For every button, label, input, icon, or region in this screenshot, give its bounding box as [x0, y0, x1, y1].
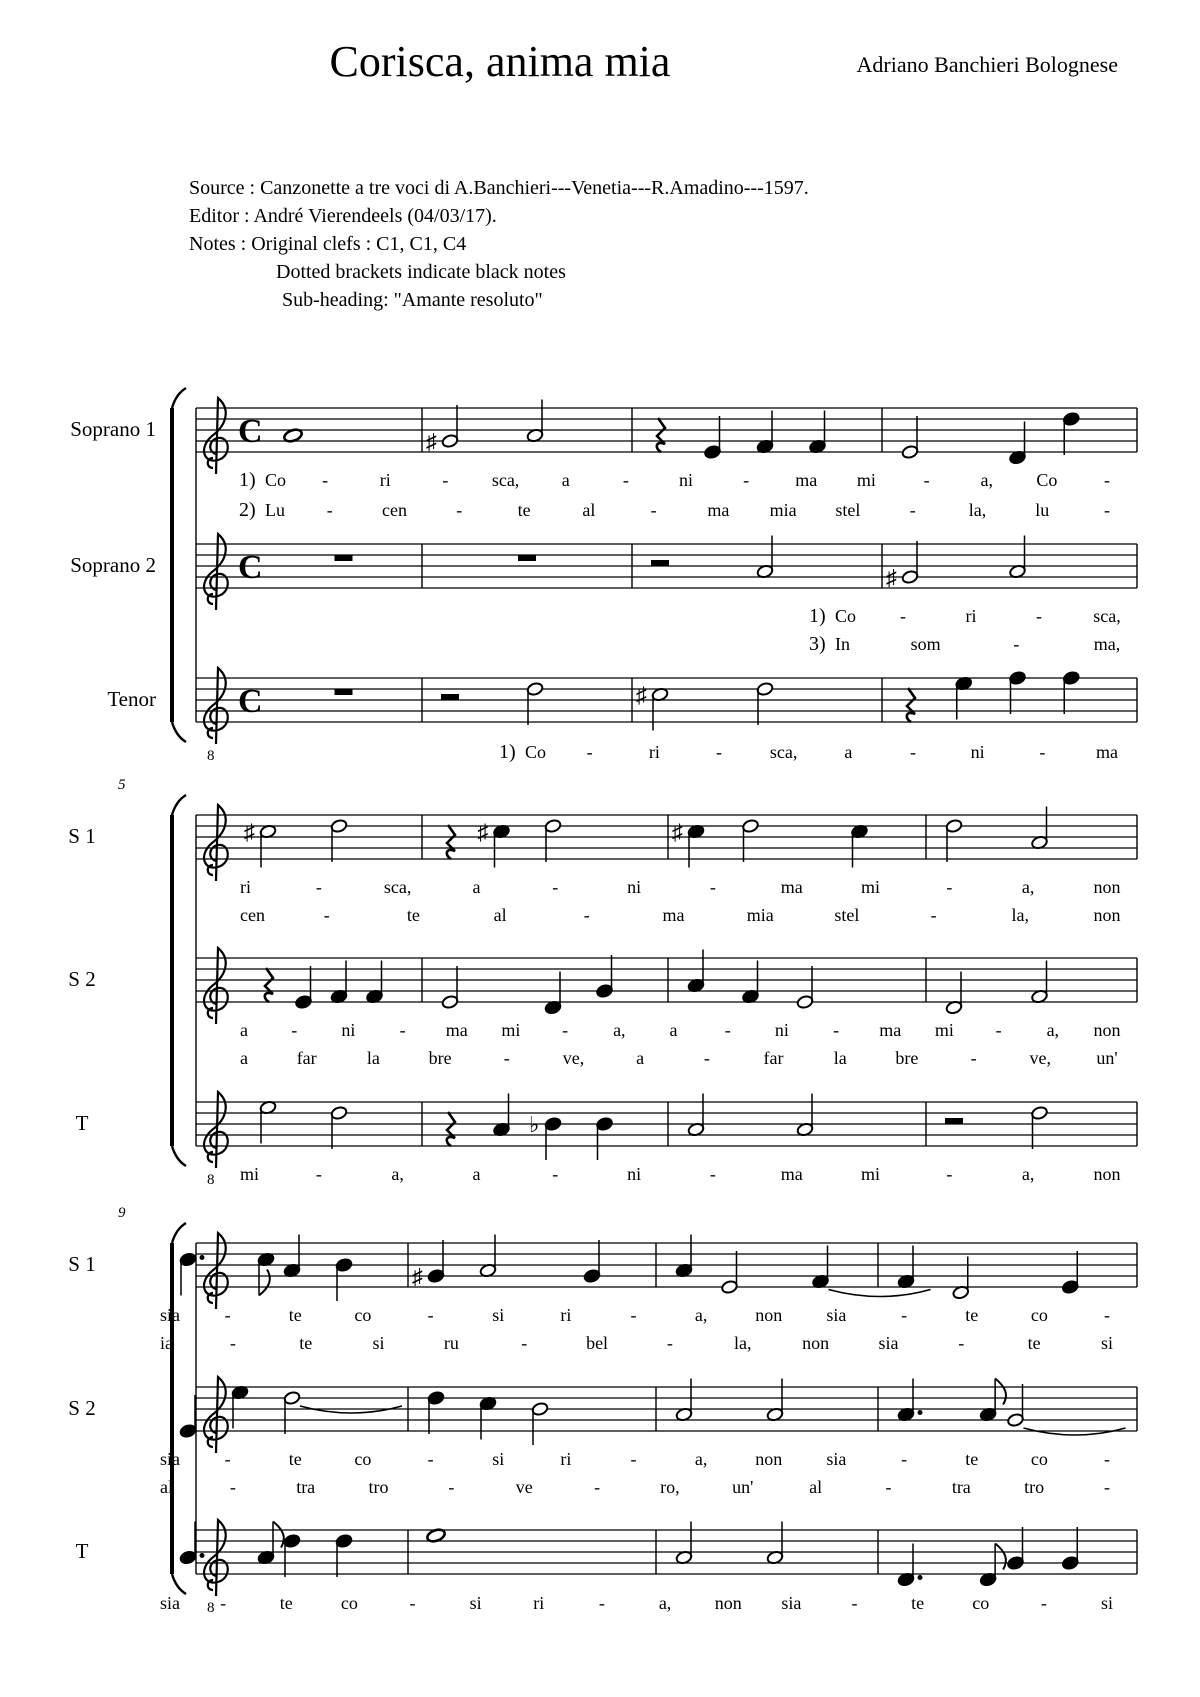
note-head: [179, 1252, 197, 1267]
subheading-line: Sub-heading: "Amante resoluto": [282, 289, 543, 311]
lyric-syllable: -: [503, 1048, 510, 1068]
lyric-syllable: -: [594, 1477, 601, 1497]
notes-line: Notes : Original clefs : C1, C1, C4: [189, 233, 467, 255]
note-head: [901, 570, 919, 585]
lyric-syllable: mi: [934, 1020, 954, 1040]
lyric-syllable: non: [1093, 877, 1121, 897]
lyric-syllable: -: [909, 500, 916, 520]
lyric-syllable: sia: [826, 1449, 847, 1469]
lyric-syllable: -: [970, 1048, 977, 1068]
lyric-syllable: te: [406, 905, 420, 925]
lyric-syllable: -: [583, 905, 590, 925]
lyric-syllable: -: [1013, 634, 1020, 654]
lyric-syllable: te: [517, 500, 531, 520]
lyric-syllable: a,: [980, 470, 993, 490]
lyric-syllable: -: [456, 500, 463, 520]
lyric-syllable: -: [666, 1333, 673, 1353]
lyric-syllable: co: [340, 1593, 358, 1613]
lyric-syllable: -: [552, 877, 559, 897]
staff: [68, 1377, 1137, 1497]
note-head: [283, 1391, 301, 1406]
note-head: [544, 819, 562, 834]
lyric-syllable: ri: [560, 1449, 572, 1469]
note-head: [544, 1117, 562, 1132]
octave-eight: 8: [207, 748, 215, 764]
lyric-syllable: ma: [445, 1020, 468, 1040]
flat-sign: ♭: [529, 1112, 540, 1137]
lyric-syllable: a: [844, 742, 853, 762]
lyric-syllable: ri: [560, 1305, 572, 1325]
lyric-syllable: a,: [1021, 1164, 1035, 1184]
note-head: [335, 1534, 353, 1549]
lyric-syllable: -: [743, 470, 750, 490]
lyric-syllable: far: [763, 1048, 784, 1068]
treble-clef-icon: [204, 1233, 228, 1309]
lyric-syllable: mi: [856, 470, 876, 490]
staff: [70, 398, 1137, 521]
lyric-syllable: -: [833, 1020, 840, 1040]
octave-eight: 8: [207, 1172, 215, 1188]
sharp-sign: ♯: [244, 819, 255, 845]
lyric-syllable: -: [630, 1305, 637, 1325]
note-head: [1061, 1280, 1079, 1295]
quarter-rest: [447, 1112, 455, 1146]
lyric-syllable: lu: [1035, 500, 1050, 520]
staff: [76, 1092, 1137, 1188]
lyric-syllable: ni: [678, 470, 694, 490]
verse-number: 3): [809, 633, 826, 655]
note-head: [704, 445, 722, 460]
treble-clef-icon: [204, 805, 228, 881]
lyric-syllable: sca,: [383, 877, 412, 897]
lyric-syllable: -: [622, 470, 629, 490]
sharp-sign: ♯: [636, 682, 647, 708]
lyric-syllable: -: [901, 1305, 908, 1325]
verse-number: 1): [239, 469, 256, 491]
lyric-syllable: mi: [501, 1020, 521, 1040]
lyric-syllable: ni: [774, 1020, 789, 1040]
lyric-syllable: te: [911, 1593, 925, 1613]
instrument-label: S 1: [68, 824, 96, 848]
lyric-syllable: mi: [861, 1164, 881, 1184]
lyric-syllable: -: [851, 1593, 858, 1613]
time-signature: C: [238, 549, 263, 586]
lyric-syllable: sia: [878, 1333, 899, 1353]
lyric-syllable: ni: [341, 1020, 356, 1040]
lyric-syllable: -: [1104, 470, 1110, 490]
lyric-syllable: non: [755, 1449, 783, 1469]
treble-clef-icon: [204, 534, 228, 610]
note-head: [583, 1269, 601, 1284]
lyric-syllable: a,: [694, 1305, 708, 1325]
instrument-label: Soprano 1: [70, 417, 156, 441]
note-head: [721, 1280, 739, 1295]
verse-number: 1): [809, 605, 826, 627]
staff: [70, 534, 1137, 655]
lyric-syllable: -: [1040, 1593, 1047, 1613]
instrument-label: S 2: [68, 1396, 96, 1420]
lyric-syllable: sia: [781, 1593, 802, 1613]
note-head: [1062, 671, 1080, 686]
note-head: [756, 682, 774, 697]
lyric-syllable: al: [582, 500, 596, 520]
lyric-syllable: ri: [533, 1593, 545, 1613]
lyric-syllable: la: [833, 1048, 847, 1068]
lyric-syllable: Co: [1036, 470, 1058, 490]
lyric-syllable: non: [1093, 905, 1121, 925]
lyric-syllable: -: [1104, 1477, 1110, 1497]
staff: [68, 805, 1137, 925]
lyric-syllable: mia: [746, 905, 774, 925]
lyric-syllable: al: [493, 905, 507, 925]
lyric-syllable: -: [315, 1164, 322, 1184]
treble-clef-icon: [204, 1377, 228, 1453]
lyric-syllable: -: [224, 1449, 231, 1469]
sharp-sign: ♯: [477, 819, 489, 845]
lyric-syllable: tra: [296, 1477, 316, 1497]
lyric-syllable: ni: [627, 877, 642, 897]
sharp-sign: ♯: [886, 565, 897, 590]
instrument-label: S 1: [68, 1252, 96, 1276]
lyric-syllable: sca,: [491, 470, 520, 490]
lyric-syllable: -: [442, 470, 449, 490]
lyric-syllable: cen: [382, 500, 408, 520]
lyric-syllable: co: [1030, 1305, 1048, 1325]
whole-rest: [335, 555, 353, 561]
lyric-syllable: mi: [861, 877, 881, 897]
lyric-syllable: te: [279, 1593, 293, 1613]
lyric-syllable: -: [709, 877, 716, 897]
lyric-syllable: -: [291, 1020, 298, 1040]
lyric-syllable: -: [521, 1333, 528, 1353]
instrument-label: S 2: [68, 967, 96, 991]
treble-clef-icon: [204, 1520, 228, 1596]
lyric-syllable: ve: [515, 1477, 533, 1497]
lyric-syllable: ma: [707, 500, 730, 520]
system-3: [68, 1205, 1137, 1616]
lyric-syllable: al: [160, 1477, 173, 1497]
lyric-syllable: ve,: [562, 1048, 585, 1068]
instrument-label: Tenor: [107, 687, 156, 711]
treble-clef-icon: [204, 668, 228, 744]
quarter-rest: [907, 688, 915, 722]
octave-eight: 8: [207, 1600, 215, 1616]
lyric-syllable: bre: [895, 1048, 919, 1068]
lyric-syllable: -: [900, 606, 906, 626]
lyric-syllable: la,: [968, 500, 987, 520]
lyric-syllable: si: [492, 1449, 505, 1469]
lyric-syllable: co: [1030, 1449, 1048, 1469]
lyric-syllable: -: [724, 1020, 731, 1040]
note-head: [295, 995, 313, 1010]
lyric-syllable: si: [1100, 1593, 1114, 1613]
lyric-syllable: -: [885, 1477, 892, 1497]
note-head: [1061, 1556, 1079, 1571]
lyric-syllable: -: [229, 1477, 236, 1497]
source-line: Source : Canzonette a tre voci di A.Banchieri---Venetia---R.Amadino---1597.: [189, 177, 809, 199]
lyric-syllable: -: [220, 1593, 227, 1613]
lyric-syllable: a: [561, 470, 570, 490]
note-head: [330, 819, 348, 834]
lyric-syllable: -: [901, 1449, 908, 1469]
lyric-syllable: si: [1100, 1333, 1114, 1353]
lyric-syllable: stel: [834, 905, 860, 925]
lyric-syllable: -: [409, 1593, 416, 1613]
lyric-syllable: sia: [826, 1305, 847, 1325]
note-head: [1031, 1106, 1049, 1121]
note-head: [335, 1258, 353, 1273]
lyric-syllable: far: [296, 1048, 317, 1068]
sharp-sign: ♯: [426, 429, 437, 454]
lyric-syllable: -: [229, 1333, 236, 1353]
lyric-syllable: te: [288, 1305, 302, 1325]
lyric-syllable: non: [714, 1593, 742, 1613]
lyric-syllable: -: [323, 905, 330, 925]
lyric-syllable: -: [923, 470, 930, 490]
lyric-syllable: -: [399, 1020, 406, 1040]
lyric-syllable: a: [472, 877, 481, 897]
lyric-syllable: sca,: [769, 742, 798, 762]
lyric-syllable: ve,: [1029, 1048, 1052, 1068]
note-head: [1062, 412, 1080, 427]
lyric-syllable: -: [326, 500, 333, 520]
lyric-syllable: bel: [586, 1333, 609, 1353]
lyric-syllable: co: [354, 1305, 372, 1325]
quarter-rest: [447, 825, 455, 859]
treble-clef-icon: [204, 1092, 228, 1168]
lyric-syllable: te: [965, 1449, 979, 1469]
lyric-syllable: non: [1093, 1020, 1121, 1040]
lyric-syllable: Co: [835, 606, 857, 626]
lyric-syllable: -: [586, 742, 593, 762]
lyric-syllable: -: [552, 1164, 559, 1184]
instrument-label: T: [75, 1539, 89, 1563]
lyric-syllable: ma: [780, 1164, 803, 1184]
note-head: [330, 1106, 348, 1121]
whole-rest: [518, 555, 536, 561]
half-rest: [651, 560, 669, 566]
lyric-syllable: sia: [160, 1593, 180, 1613]
note-head: [901, 445, 919, 460]
lyric-syllable: ma: [662, 905, 685, 925]
lyric-syllable: ri: [648, 742, 660, 762]
lyric-syllable: co: [354, 1449, 372, 1469]
lyric-syllable: stel: [835, 500, 861, 520]
lyric-syllable: co: [972, 1593, 990, 1613]
half-rest: [945, 1118, 963, 1124]
note-head: [1009, 671, 1027, 686]
composer-name: Adriano Banchieri Bolognese: [856, 52, 1118, 77]
lyric-syllable: ni: [627, 1164, 642, 1184]
lyric-syllable: -: [315, 877, 322, 897]
lyric-syllable: som: [910, 634, 941, 654]
quarter-rest: [265, 968, 273, 1002]
note-head: [441, 434, 459, 449]
lyric-syllable: ru: [443, 1333, 459, 1353]
lyric-syllable: ni: [970, 742, 985, 762]
lyric-syllable: -: [958, 1333, 965, 1353]
half-rest: [441, 694, 459, 700]
lyric-syllable: sia: [160, 1305, 180, 1325]
lyric-syllable: -: [1104, 1449, 1110, 1469]
note-head: [526, 682, 544, 697]
lyric-syllable: la,: [734, 1333, 752, 1353]
lyric-syllable: ma,: [1093, 634, 1121, 654]
lyric-syllable: -: [224, 1305, 231, 1325]
note-head: [742, 819, 760, 834]
lyric-syllable: -: [427, 1305, 434, 1325]
lyric-syllable: ma: [780, 877, 803, 897]
lyric-syllable: -: [1036, 606, 1042, 626]
note-head: [796, 995, 814, 1010]
note-head: [531, 1402, 549, 1417]
lyric-syllable: a,: [391, 1164, 404, 1184]
lyric-syllable: Co: [525, 742, 547, 762]
lyric-syllable: si: [372, 1333, 385, 1353]
lyric-syllable: mi: [240, 1164, 260, 1184]
treble-clef-icon: [204, 398, 228, 474]
lyric-syllable: bre: [428, 1048, 452, 1068]
lyric-syllable: te: [965, 1305, 979, 1325]
lyric-syllable: non: [755, 1305, 783, 1325]
lyric-syllable: a: [669, 1020, 678, 1040]
staff: [68, 948, 1137, 1068]
lyric-syllable: a,: [613, 1020, 626, 1040]
note-head: [1007, 1556, 1025, 1571]
black-notes-line: Dotted brackets indicate black notes: [276, 261, 566, 283]
measure-number: 5: [118, 777, 126, 793]
lyric-syllable: tro: [1024, 1477, 1045, 1497]
note-head: [596, 984, 614, 999]
lyric-syllable: te: [288, 1449, 302, 1469]
lyric-syllable: -: [946, 877, 953, 897]
time-signature: C: [238, 683, 263, 720]
lyric-syllable: te: [299, 1333, 313, 1353]
lyric-syllable: tro: [368, 1477, 389, 1497]
lyric-syllable: -: [630, 1449, 637, 1469]
page-title: Corisca, anima mia: [329, 37, 671, 86]
lyric-syllable: -: [562, 1020, 569, 1040]
lyric-syllable: non: [1093, 1164, 1121, 1184]
quarter-rest: [657, 418, 665, 452]
lyric-syllable: non: [802, 1333, 830, 1353]
lyric-syllable: sca,: [1093, 606, 1121, 626]
editor-line: Editor : André Vierendeels (04/03/17).: [189, 205, 497, 227]
lyric-syllable: -: [910, 742, 916, 762]
lyric-syllable: -: [709, 1164, 716, 1184]
lyric-syllable: Lu: [265, 500, 285, 520]
system-2: [68, 777, 1137, 1188]
system-1: [70, 388, 1137, 764]
lyric-syllable: ma: [795, 470, 818, 490]
treble-clef-icon: [204, 948, 228, 1024]
lyric-syllable: te: [1027, 1333, 1041, 1353]
lyric-syllable: a: [636, 1048, 645, 1068]
lyric-syllable: -: [1104, 500, 1110, 520]
lyric-syllable: tra: [951, 1477, 971, 1497]
lyric-syllable: a,: [1046, 1020, 1060, 1040]
lyric-syllable: a: [240, 1048, 248, 1068]
lyric-syllable: -: [716, 742, 722, 762]
lyric-syllable: a: [240, 1020, 248, 1040]
lyric-syllable: -: [448, 1477, 455, 1497]
lyric-syllable: ri: [379, 470, 391, 490]
note-head: [283, 1534, 301, 1549]
lyric-syllable: ma: [879, 1020, 902, 1040]
verse-number: 2): [239, 499, 256, 521]
lyric-syllable: -: [946, 1164, 953, 1184]
lyric-syllable: -: [1039, 742, 1046, 762]
note-head: [596, 1117, 614, 1132]
sharp-sign: ♯: [412, 1264, 423, 1289]
note-head: [427, 1269, 445, 1284]
staff: [107, 668, 1137, 764]
note-head: [179, 1424, 197, 1439]
measure-number: 9: [118, 1205, 126, 1221]
lyric-syllable: ri: [965, 606, 977, 626]
whole-rest: [335, 689, 353, 695]
lyric-syllable: cen: [240, 905, 265, 925]
note-head: [427, 1391, 445, 1406]
lyric-syllable: -: [322, 470, 329, 490]
lyric-syllable: un': [732, 1477, 754, 1497]
lyric-syllable: si: [469, 1593, 482, 1613]
note-head: [441, 995, 459, 1010]
sharp-sign: ♯: [672, 819, 683, 845]
lyric-syllable: mia: [769, 500, 797, 520]
verse-number: 1): [499, 741, 516, 763]
lyric-syllable: -: [427, 1449, 434, 1469]
lyric-syllable: -: [930, 905, 937, 925]
lyric-syllable: a,: [658, 1593, 672, 1613]
lyric-syllable: a,: [694, 1449, 708, 1469]
lyric-syllable: In: [835, 634, 850, 654]
lyric-syllable: la: [366, 1048, 380, 1068]
lyric-syllable: a: [472, 1164, 481, 1184]
staff: [76, 1520, 1137, 1616]
lyric-syllable: si: [492, 1305, 505, 1325]
lyric-syllable: la,: [1011, 905, 1030, 925]
note-head: [945, 819, 963, 834]
lyric-syllable: ia: [160, 1333, 173, 1353]
instrument-label: T: [75, 1111, 89, 1135]
staff: [68, 1233, 1137, 1353]
note-head: [179, 1550, 197, 1565]
lyric-syllable: Co: [265, 470, 287, 490]
lyric-syllable: sia: [160, 1449, 180, 1469]
time-signature: C: [238, 413, 263, 450]
lyric-syllable: -: [1104, 1305, 1110, 1325]
lyric-syllable: ro,: [660, 1477, 680, 1497]
note-head: [1007, 1413, 1025, 1428]
lyric-syllable: -: [995, 1020, 1002, 1040]
lyric-syllable: ri: [240, 877, 251, 897]
lyric-syllable: un': [1096, 1048, 1118, 1068]
instrument-label: Soprano 2: [70, 553, 156, 577]
lyric-syllable: -: [598, 1593, 605, 1613]
lyric-syllable: -: [703, 1048, 710, 1068]
lyric-syllable: -: [650, 500, 657, 520]
lyric-syllable: ma: [1096, 742, 1118, 762]
lyric-syllable: a,: [1021, 877, 1035, 897]
lyric-syllable: al: [809, 1477, 823, 1497]
